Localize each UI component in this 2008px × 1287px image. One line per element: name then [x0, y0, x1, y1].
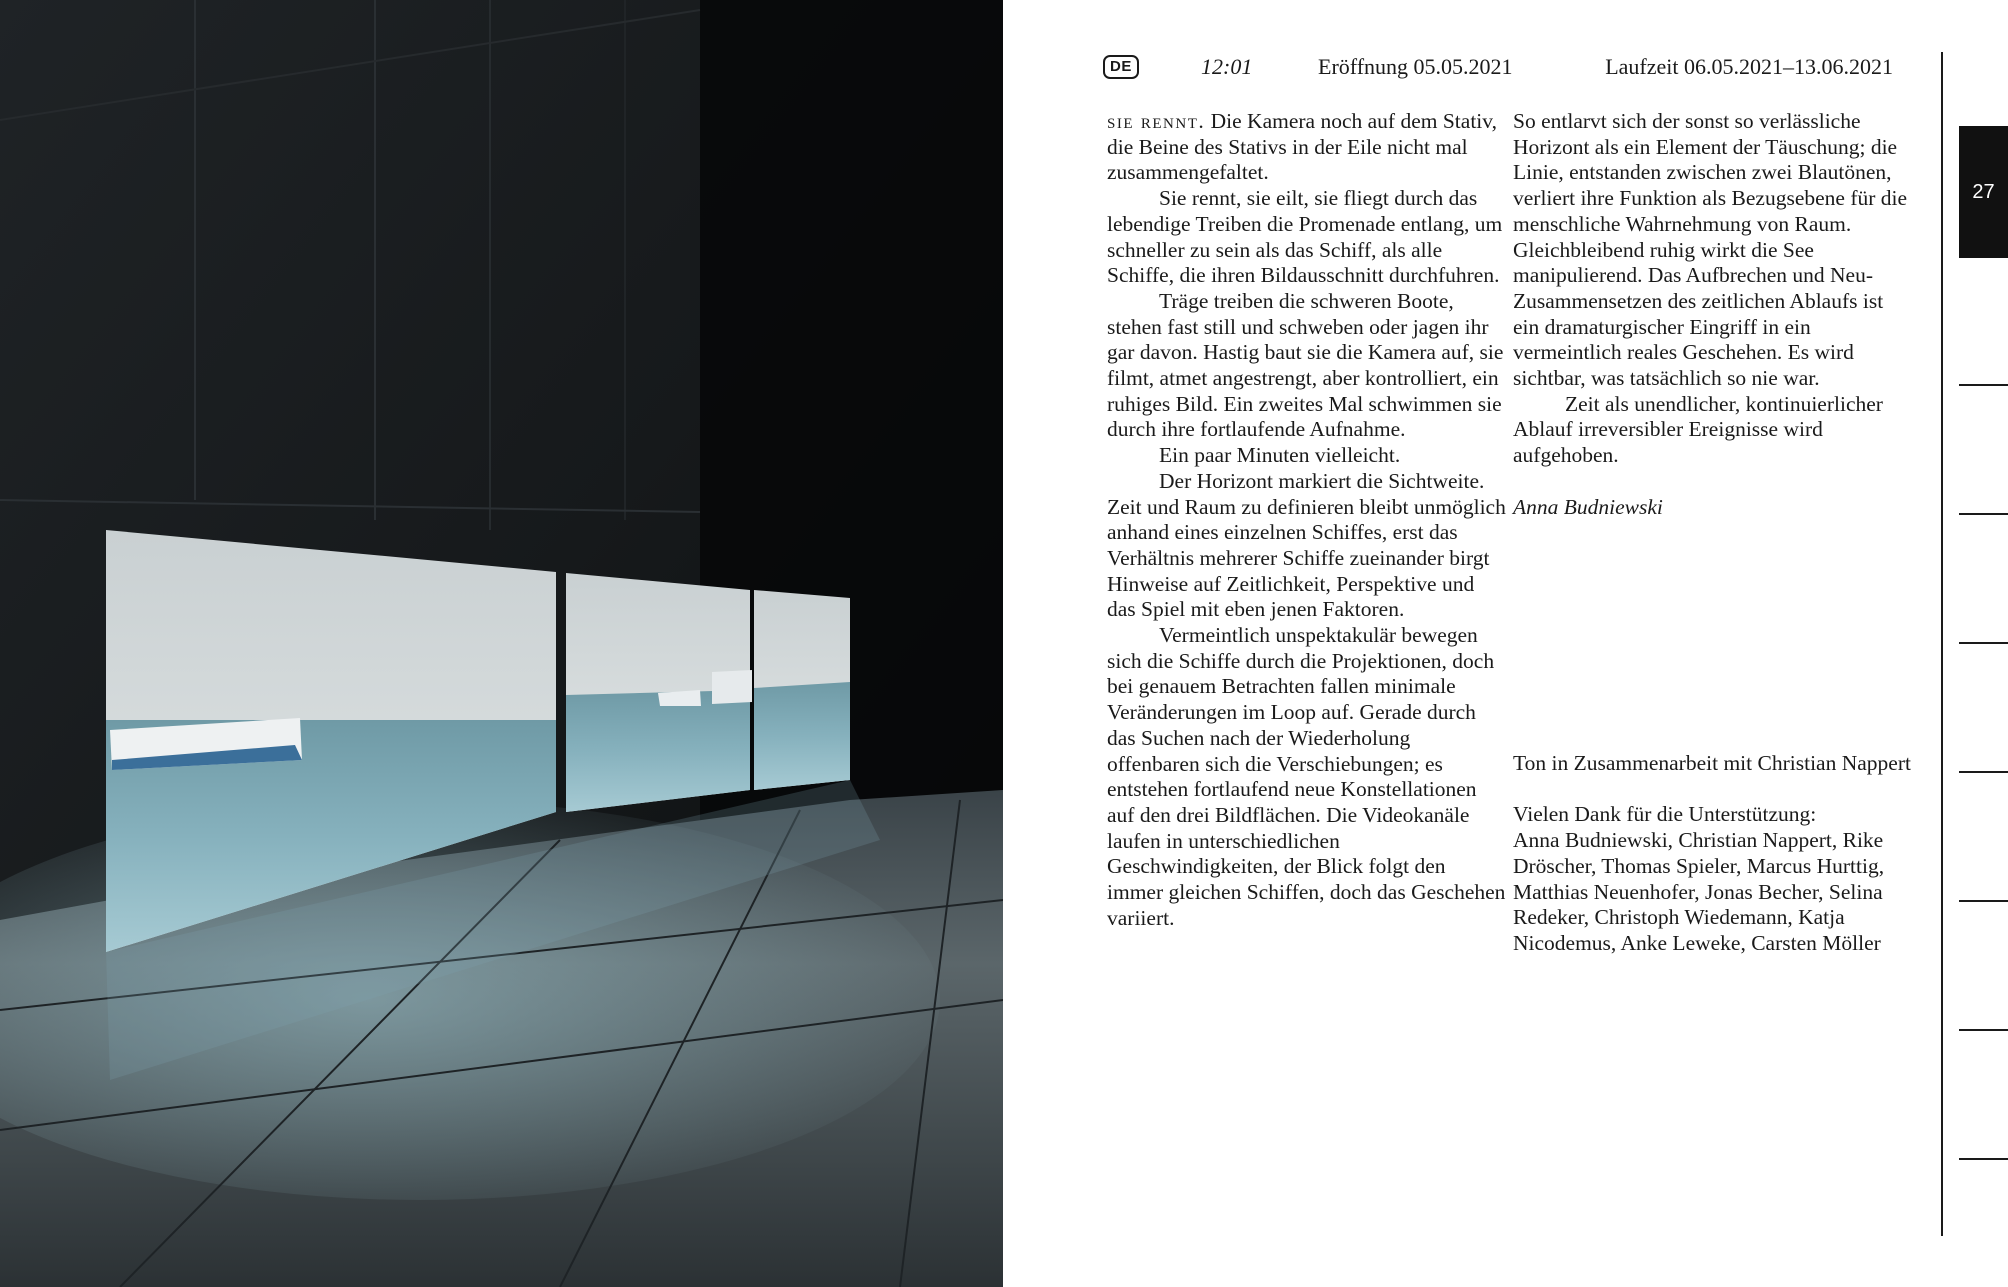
paragraph: Träge treiben die schweren Boote, stehen fast still und schweben oder jagen ihr gar davon. Hastig baut sie die Kamera auf, sie filmt, atmet angestrengt, aber kontrolliert, ein ruhiges Bild. Ein zweites Mal schwimmen sie durch ihre fortlaufende Aufnahme. [1107, 288, 1504, 442]
paragraph: Sie rennt, sie eilt, sie fliegt durch das lebendige Treiben die Promenade entlang, um schneller zu sein als das Schiff, als alle Schiffe, die ihren Bildausschnitt durchfuhren. [1107, 186, 1503, 288]
rail-tick [1959, 384, 2008, 386]
runtime-dates: Laufzeit 06.05.2021–13.06.2021 [1605, 54, 1893, 79]
rail-tick [1959, 642, 2008, 644]
rail-tick [1959, 1029, 2008, 1031]
thanks-title: Vielen Dank für die Unterstützung: [1513, 802, 1817, 827]
rail-tick [1959, 900, 2008, 902]
page-header [1103, 50, 1893, 84]
body-column-left [1107, 109, 1507, 932]
body-column-right [1513, 109, 1913, 955]
opening-date: Eröffnung 05.05.2021 [1318, 54, 1513, 79]
page-rail-line [1941, 52, 1943, 1236]
paragraph: Zeit als unendlicher, kontinuierlicher Ablauf irreversibler Ereignisse wird aufgehoben. [1513, 391, 1883, 468]
lead-in: sie rennt. [1107, 109, 1206, 133]
installation-photo [0, 0, 1003, 1287]
rail-tick [1959, 1158, 2008, 1160]
thanks-names: Anna Budniewski, Christian Nappert, Rike Dröscher, Thomas Spieler, Marcus Hurttig, Matthias Neuenhofer, Jonas Becher, Selina Redeker, Christoph Wiedemann, Katja Nicodemus, Anke Leweke, Carsten Möller [1513, 828, 1885, 955]
paragraph: Ein paar Minuten vielleicht. [1159, 443, 1401, 468]
language-badge: DE [1103, 55, 1139, 79]
paragraph: Vermeintlich unspektakulär bewegen sich die Schiffe durch die Projektionen, doch bei genauem Betrachten fallen minimale Veränderungen im Loop auf. Gerade durch das Suchen nach der Wiederholung offenbaren sich die Verschiebungen; es entstehen fortlaufend neue Konstellationen auf den drei Bildflächen. Die Videokanäle laufen in unterschiedlichen Geschwindigkeiten, der Blick folgt den immer gleichen Schiffen, doch das Geschehen variiert. [1107, 623, 1506, 930]
author-name: Anna Budniewski [1513, 494, 1663, 519]
paragraph: sie rennt. Die Kamera noch auf dem Stativ, die Beine des Stativs in der Eile nicht mal zusammengefaltet. [1107, 109, 1497, 185]
paragraph: Der Horizont markiert die Sichtweite. Zeit und Raum zu definieren bleibt unmöglich anhand eines einzelnen Schiffes, erst das Verhältnis mehrerer Schiffe zueinander birgt Hinweise auf Zeitlichkeit, Perspektive und das Spiel mit eben jenen Faktoren. [1107, 468, 1506, 622]
text-page [1003, 0, 2008, 1287]
page-number-tab [1959, 126, 2008, 258]
time-code: 12:01 [1201, 54, 1253, 79]
sound-credit: Ton in Zusammenarbeit mit Christian Nappert [1513, 751, 1911, 775]
paragraph: So entlarvt sich der sonst so verlässliche Horizont als ein Element der Täuschung; die Linie, entstanden zwischen zwei Blautönen, verliert ihre Funktion als Bezugsebene für die menschliche Wahrnehmung von Raum. Gleichbleibend ruhig wirkt die See manipulierend. Das Aufbrechen und Neu-Zusammensetzen des zeitlichen Ablaufs ist ein dramaturgischer Eingriff in ein vermeintlich reales Geschehen. Es wird sichtbar, was tatsächlich so nie war. [1513, 109, 1908, 391]
page-number: 27 [1972, 180, 1995, 203]
rail-tick [1959, 513, 2008, 515]
credits [1513, 751, 1933, 957]
rail-tick [1959, 771, 2008, 773]
